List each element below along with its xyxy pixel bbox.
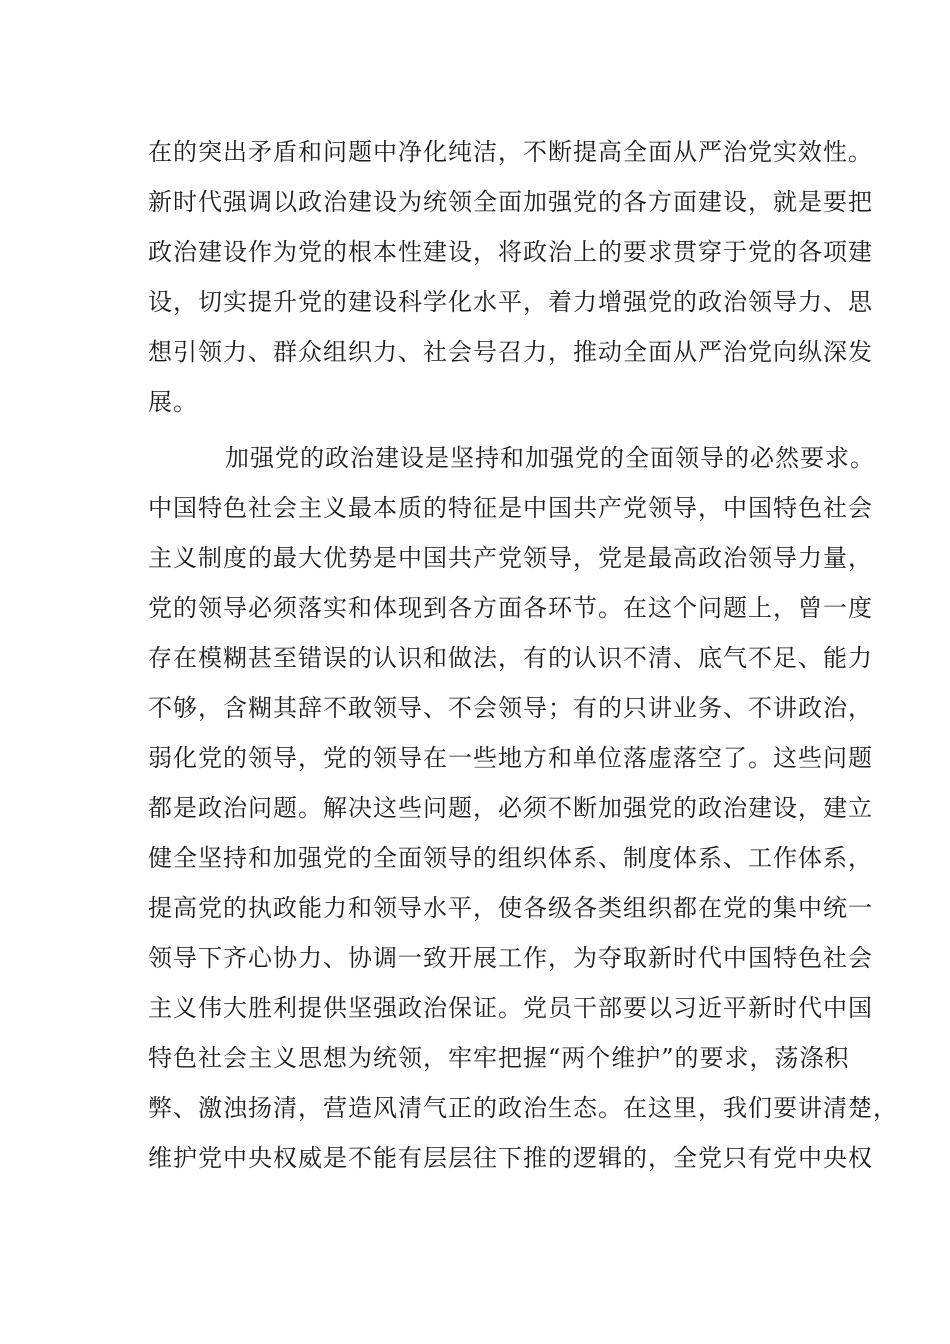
text-line: 弊、激浊扬清，营造风清气正的政治生态。在这里，我们要讲清楚， xyxy=(148,1094,898,1122)
text-line: 想引领力、群众组织力、社会号召力，推动全面从严治党向纵深发 xyxy=(148,338,873,366)
paragraph-2 xyxy=(148,433,898,1183)
text-line: 弱化党的领导，党的领导在一些地方和单位落虚落空了。这些问题 xyxy=(148,744,873,772)
text-line: 主义制度的最大优势是中国共产党领导，党是最高政治领导力量， xyxy=(148,544,873,572)
text-line: 主义伟大胜利提供坚强政治保证。党员干部要以习近平新时代中国 xyxy=(148,994,873,1022)
text-line: 中国特色社会主义最本质的特征是中国共产党领导，中国特色社会 xyxy=(148,494,873,522)
text-line: 展。 xyxy=(148,388,198,416)
text-line: 存在模糊甚至错误的认识和做法，有的认识不清、底气不足、能力 xyxy=(148,644,873,672)
text-line: 党的领导必须落实和体现到各方面各环节。在这个问题上，曾一度 xyxy=(148,594,873,622)
text-line: 政治建设作为党的根本性建设，将政治上的要求贯穿于党的各项建 xyxy=(148,238,873,266)
text-line: 维护党中央权威是不能有层层往下推的逻辑的，全党只有党中央权 xyxy=(148,1144,873,1172)
text-line: 设，切实提升党的建设科学化水平，着力增强党的政治领导力、思 xyxy=(148,288,873,316)
text-line: 健全坚持和加强党的全面领导的组织体系、制度体系、工作体系， xyxy=(148,844,873,872)
text-line: 不够，含糊其辞不敢领导、不会领导；有的只讲业务、不讲政治， xyxy=(148,694,873,722)
text-line: 特色社会主义思想为统领，牢牢把握“两个维护”的要求，荡涤积 xyxy=(148,1044,850,1072)
text-line: 新时代强调以政治建设为统领全面加强党的各方面建设，就是要把 xyxy=(148,188,873,216)
text-line: 领导下齐心协力、协调一致开展工作，为夺取新时代中国特色社会 xyxy=(148,944,873,972)
text-line: 加强党的政治建设是坚持和加强党的全面领导的必然要求。 xyxy=(225,444,875,472)
text-line: 都是政治问题。解决这些问题，必须不断加强党的政治建设，建立 xyxy=(148,794,873,822)
paragraph-1 xyxy=(148,127,873,427)
text-line: 在的突出矛盾和问题中净化纯洁，不断提高全面从严治党实效性。 xyxy=(148,138,873,166)
text-line: 提高党的执政能力和领导水平，使各级各类组织都在党的集中统一 xyxy=(148,894,873,922)
